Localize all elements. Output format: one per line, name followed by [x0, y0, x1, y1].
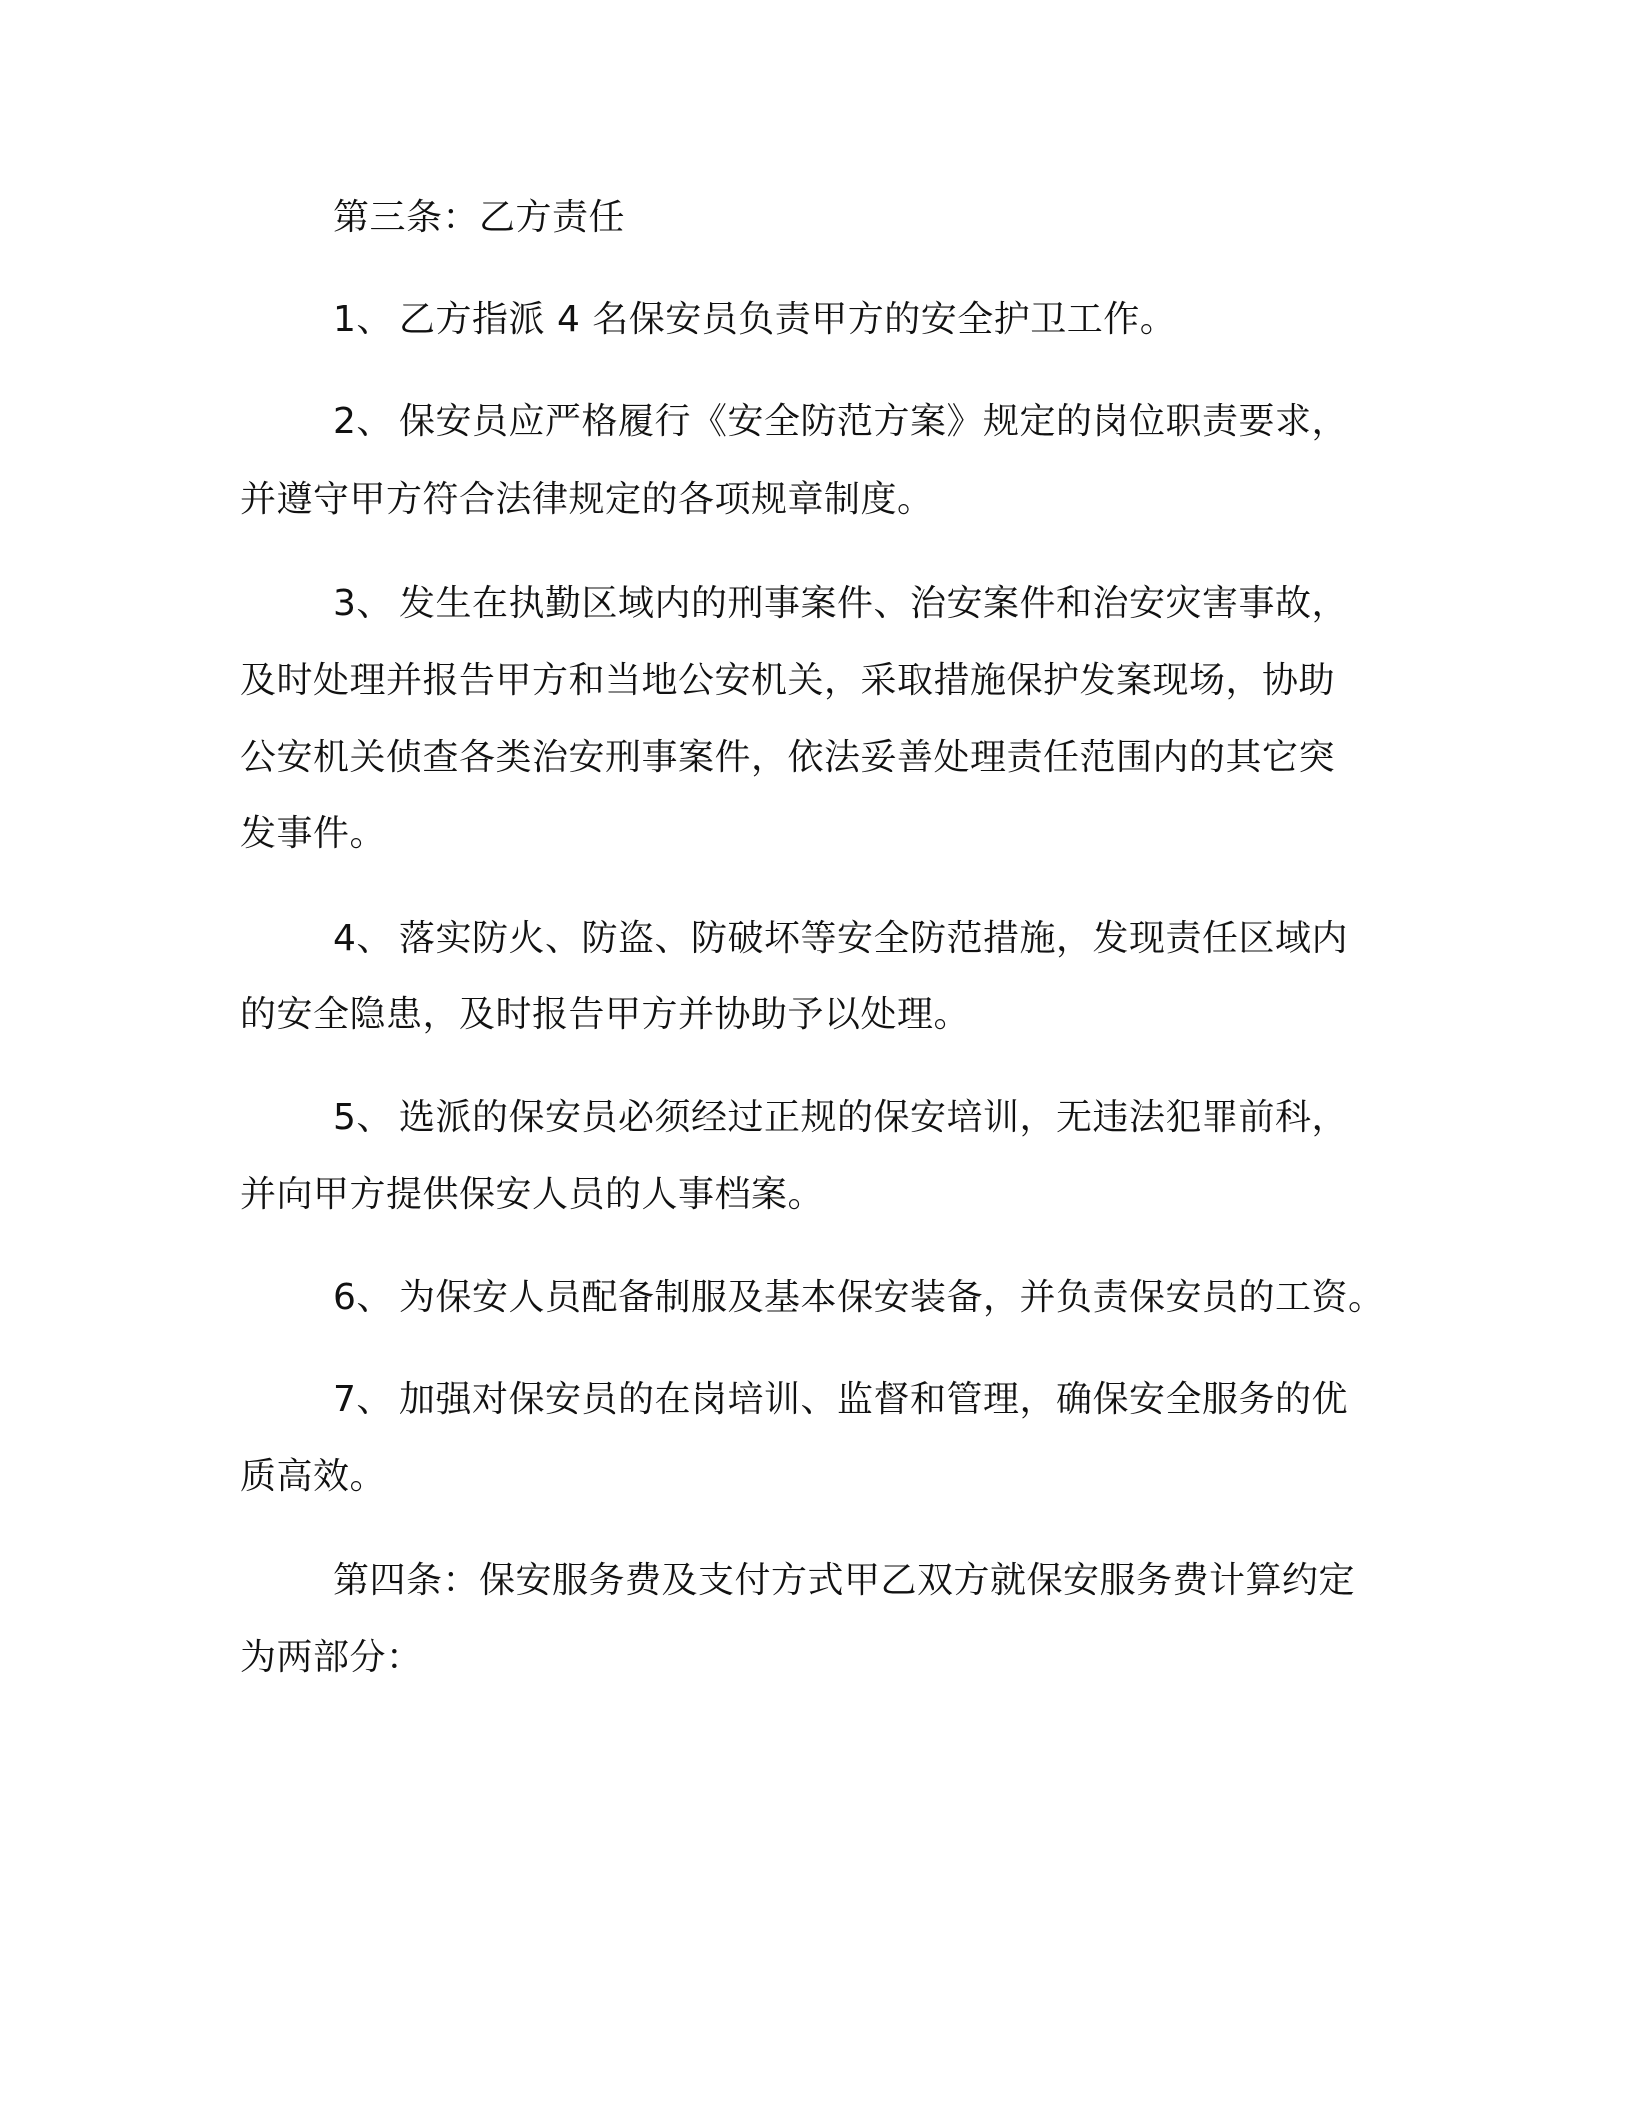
item-2-line-1: 2、 保安员应严格履行《安全防范方案》规定的岗位职责要求， [333, 398, 1348, 446]
item-4-line-2: 的安全隐患，及时报告甲方并协助予以处理。 [240, 994, 971, 1035]
item-4-number: 4、 [333, 918, 393, 959]
item-7-line-2: 质高效。 [240, 1456, 387, 1497]
item-2-line-2: 并遵守甲方符合法律规定的各项规章制度。 [240, 479, 934, 520]
item-3-line-4: 发事件。 [240, 813, 387, 854]
item-1-line-1: 1、 乙方指派 4 名保安员负责甲方的安全护卫工作。 [333, 296, 1176, 344]
article4-line-1: 第四条：保安服务费及支付方式甲乙双方就保安服务费计算约定 [333, 1560, 1356, 1601]
item-7-number: 7、 [333, 1379, 393, 1420]
item-4-line-1: 4、 落实防火、防盗、防破坏等安全防范措施，发现责任区域内 [333, 915, 1348, 963]
item-6-line-1: 6、 为保安人员配备制服及基本保安装备，并负责保安员的工资。 [333, 1274, 1385, 1322]
item-7-line-1: 7、 加强对保安员的在岗培训、监督和管理，确保安全服务的优 [333, 1376, 1348, 1424]
item-5-line-2: 并向甲方提供保安人员的人事档案。 [240, 1174, 825, 1215]
item-1-number: 1、 [333, 299, 393, 340]
item-3-line-3: 公安机关侦查各类治安刑事案件，依法妥善处理责任范围内的其它突 [240, 737, 1336, 778]
item-6-number: 6、 [333, 1277, 393, 1318]
item-3-line-1: 3、 发生在执勤区域内的刑事案件、治安案件和治安灾害事故， [333, 580, 1348, 628]
item-3-line-2: 及时处理并报告甲方和当地公安机关，采取措施保护发案现场，协助 [240, 660, 1336, 701]
item-2-number: 2、 [333, 401, 393, 442]
item-3-number: 3、 [333, 583, 393, 624]
article4-line-2: 为两部分： [240, 1637, 423, 1678]
item-5-number: 5、 [333, 1097, 393, 1138]
article3-heading: 第三条：乙方责任 [333, 197, 626, 238]
item-5-line-1: 5、 选派的保安员必须经过正规的保安培训，无违法犯罪前科， [333, 1094, 1348, 1142]
